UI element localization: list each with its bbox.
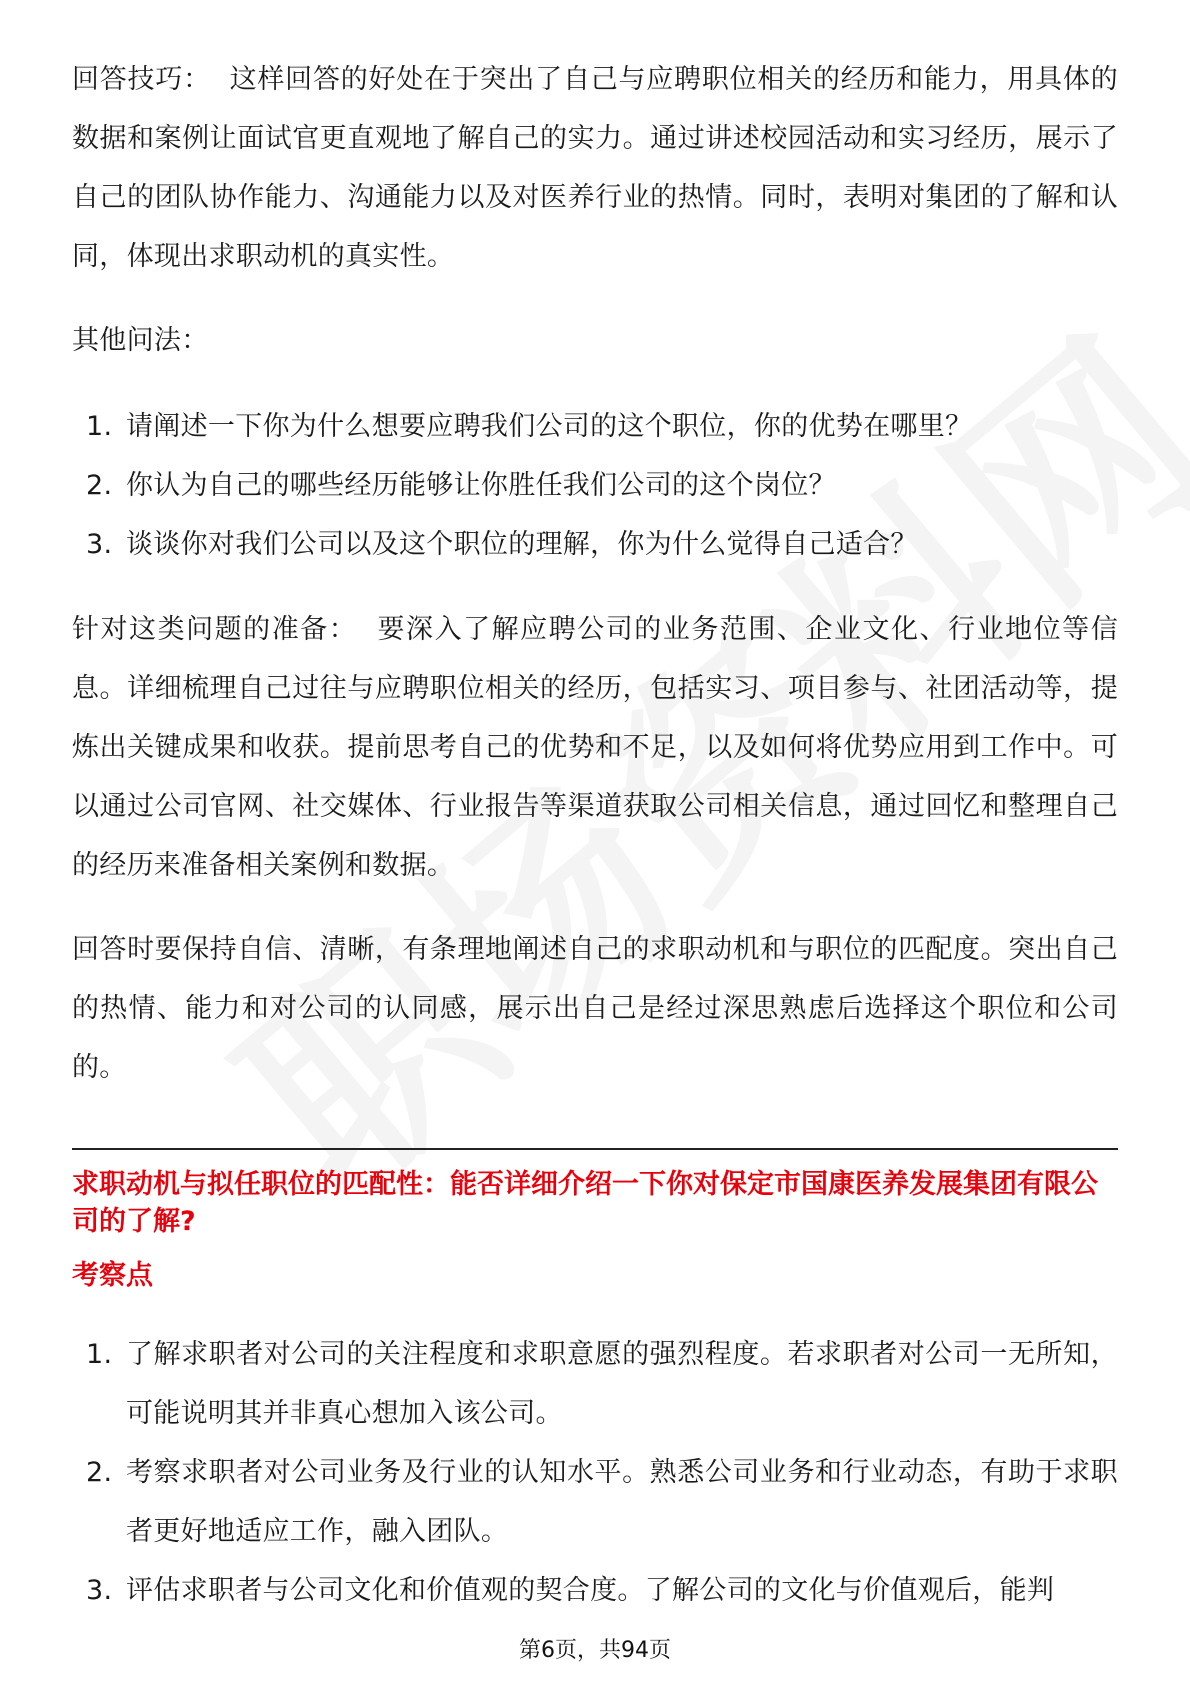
list-item <box>72 1325 1118 1443</box>
assessment-list <box>72 1325 1118 1620</box>
list-number: 1. <box>86 1339 113 1370</box>
list-item-text: 请阐述一下你为什么想要应聘我们公司的这个职位，你的优势在哪里？ <box>126 411 973 442</box>
other-questions-label: 其他问法： <box>72 325 209 356</box>
list-number: 2. <box>86 470 113 501</box>
assessment-heading: 考察点 <box>72 1260 153 1291</box>
list-number: 2. <box>86 1457 113 1488</box>
list-number: 3. <box>86 529 113 560</box>
list-item-text: 考察求职者对公司业务及行业的认知水平。熟悉公司业务和行业动态，有助于求职者更好地适应工作，融入团队。 <box>126 1457 1118 1547</box>
section-divider <box>72 1148 1118 1150</box>
list-item-text: 谈谈你对我们公司以及这个职位的理解，你为什么觉得自己适合？ <box>126 529 918 560</box>
preparation-label: 针对这类问题的准备： <box>72 614 358 645</box>
list-number: 1. <box>86 411 113 442</box>
answer-tip-label: 回答技巧： <box>72 64 211 95</box>
other-questions-list <box>72 397 1118 574</box>
list-number: 3. <box>86 1575 113 1606</box>
preparation-paragraph <box>72 600 1118 895</box>
closing-paragraph: 回答时要保持自信、清晰，有条理地阐述自己的求职动机和与职位的匹配度。突出自己的热情、能力和对公司的认同感，展示出自己是经过深思熟虑后选择这个职位和公司的。 <box>72 934 1118 1083</box>
list-item-text: 评估求职者与公司文化和价值观的契合度。了解公司的文化与价值观后，能判 <box>126 1575 1055 1606</box>
answer-tip-text: 这样回答的好处在于突出了自己与应聘职位相关的经历和能力，用具体的数据和案例让面试官更直观地了解自己的实力。通过讲述校园活动和实习经历，展示了自己的团队协作能力、沟通能力以及对医养行业的热情。同时，表明对集团的了解和认同，体现出求职动机的真实性。 <box>72 64 1119 272</box>
preparation-text: 要深入了解应聘公司的业务范围、企业文化、行业地位等信息。详细梳理自己过往与应聘职位相关的经历，包括实习、项目参与、社团活动等，提炼出关键成果和收获。提前思考自己的优势和不足，以及如何将优势应用到工作中。可以通过公司官网、社交媒体、行业报告等渠道获取公司相关信息，通过回忆和整理自己的经历来准备相关案例和数据。 <box>72 614 1119 881</box>
list-item-text: 你认为自己的哪些经历能够让你胜任我们公司的这个岗位？ <box>126 470 836 501</box>
list-item <box>72 456 1118 515</box>
list-item <box>72 515 1118 574</box>
list-item <box>72 1561 1118 1620</box>
list-item <box>72 397 1118 456</box>
page-footer: 第6页，共94页 <box>519 1638 671 1663</box>
question-title: 求职动机与拟任职位的匹配性：能否详细介绍一下你对保定市国康医养发展集团有限公司的了解? <box>72 1169 1098 1237</box>
answer-tip-paragraph <box>72 50 1118 286</box>
list-item-text: 了解求职者对公司的关注程度和求职意愿的强烈程度。若求职者对公司一无所知，可能说明其并非真心想加入该公司。 <box>126 1339 1118 1429</box>
list-item <box>72 1443 1118 1561</box>
